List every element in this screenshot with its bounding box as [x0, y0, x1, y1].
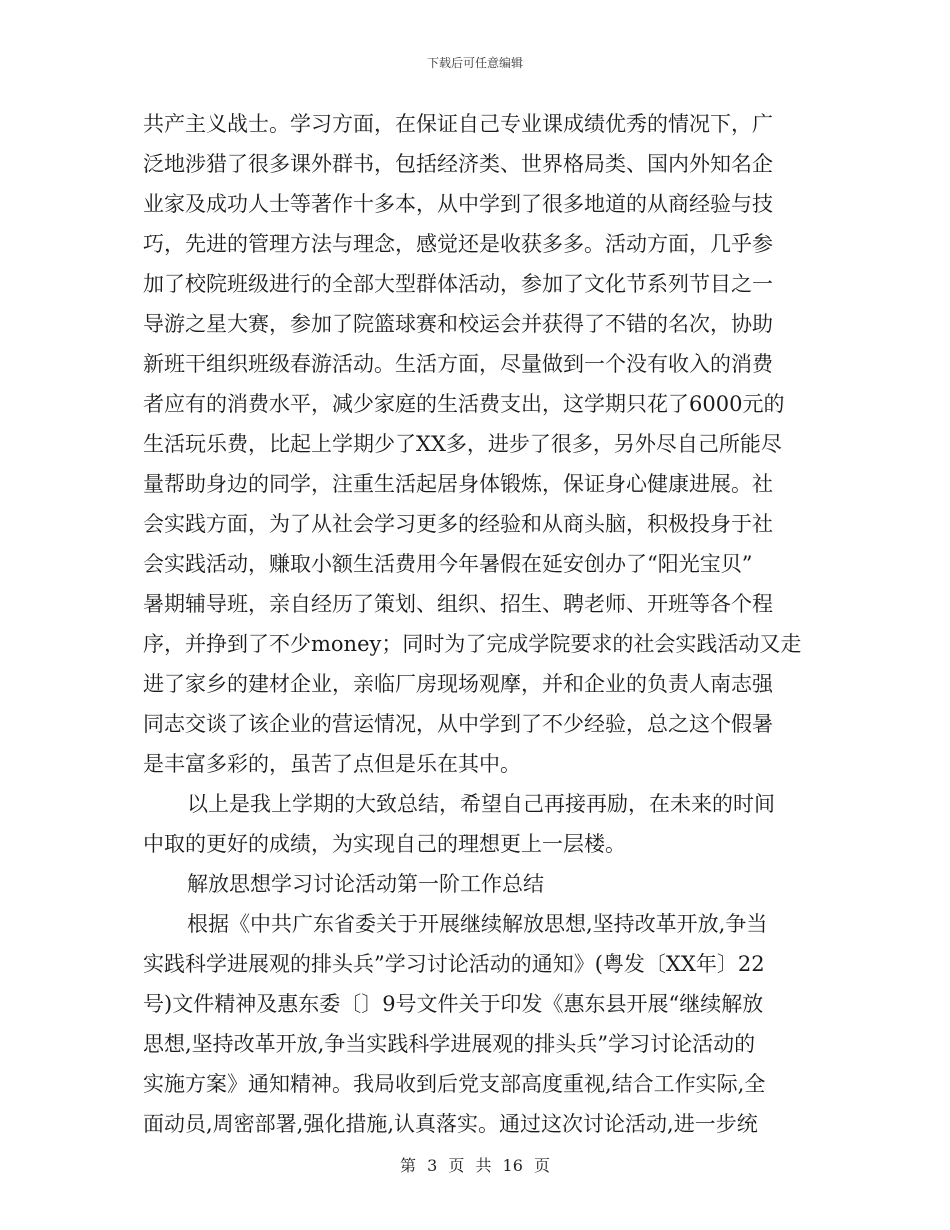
body-line: 是丰富多彩的，虽苦了点但是乐在其中。	[143, 752, 521, 776]
page-header: 下载后可任意编辑	[426, 56, 523, 70]
section-title: 解放思想学习讨论活动第一阶工作总结	[187, 872, 544, 896]
body-line: 同志交谈了该企业的营运情况，从中学到了不少经验，总之这个假暑	[143, 712, 773, 736]
body-line: 者应有的消费水平，减少家庭的生活费支出，这学期只花了6000元的	[143, 392, 785, 416]
body-line: 新班干组织班级春游活动。生活方面，尽量做到一个没有收入的消费	[143, 352, 773, 376]
body-line: 中取的更好的成绩，为实现自己的理想更上一层楼。	[143, 832, 626, 856]
body-line: 号)文件精神及惠东委〔〕9号文件关于印发《惠东县开展“继续解放	[143, 992, 764, 1016]
body-line: 会实践活动，赚取小额生活费用今年暑假在延安创办了“阳光宝贝”	[143, 552, 753, 576]
body-line: 会实践方面，为了从社会学习更多的经验和从商头脑，积极投身于社	[143, 512, 773, 536]
body-line: 业家及成功人士等著作十多本，从中学到了很多地道的从商经验与技	[143, 192, 773, 216]
body-line: 导游之星大赛，参加了院篮球赛和校运会并获得了不错的名次，协助	[143, 312, 773, 336]
body-line: 实施方案》通知精神。我局收到后党支部高度重视,结合工作实际,全	[143, 1072, 766, 1096]
body-line: 加了校院班级进行的全部大型群体活动，参加了文化节系列节目之一	[143, 272, 773, 296]
body-line: 共产主义战士。学习方面，在保证自己专业课成绩优秀的情况下，广	[143, 112, 773, 136]
body-line: 暑期辅导班，亲自经历了策划、组织、招生、聘老师、开班等各个程	[143, 592, 773, 616]
body-line: 面动员,周密部署,强化措施,认真落实。通过这次讨论活动,进一步统	[143, 1112, 758, 1136]
body-line: 泛地涉猎了很多课外群书，包括经济类、世界格局类、国内外知名企	[143, 152, 773, 176]
document-body	[143, 104, 806, 1144]
paragraph-start-line: 根据《中共广东省委关于开展继续解放思想,坚持改革开放,争当	[187, 912, 768, 936]
page-number: 第 3 页 共 16 页	[400, 1156, 550, 1175]
body-line: 巧，先进的管理方法与理念，感觉还是收获多多。活动方面，几乎参	[143, 232, 773, 256]
body-line: 思想,坚持改革开放,争当实践科学进展观的排头兵”学习讨论活动的	[143, 1032, 756, 1056]
body-line: 序，并挣到了不少money；同时为了完成学院要求的社会实践活动又走	[143, 632, 802, 656]
body-line: 实践科学进展观的排头兵”学习讨论活动的通知》(粤发〔XX年〕22	[143, 952, 765, 976]
body-line: 生活玩乐费，比起上学期少了XX多，进步了很多，另外尽自己所能尽	[143, 432, 782, 456]
body-line: 进了家乡的建材企业，亲临厂房现场观摩，并和企业的负责人南志强	[143, 672, 773, 696]
body-line: 量帮助身边的同学，注重生活起居身体锻炼，保证身心健康进展。社	[143, 472, 773, 496]
paragraph-start-line: 以上是我上学期的大致总结，希望自己再接再励，在未来的时间	[187, 792, 775, 816]
